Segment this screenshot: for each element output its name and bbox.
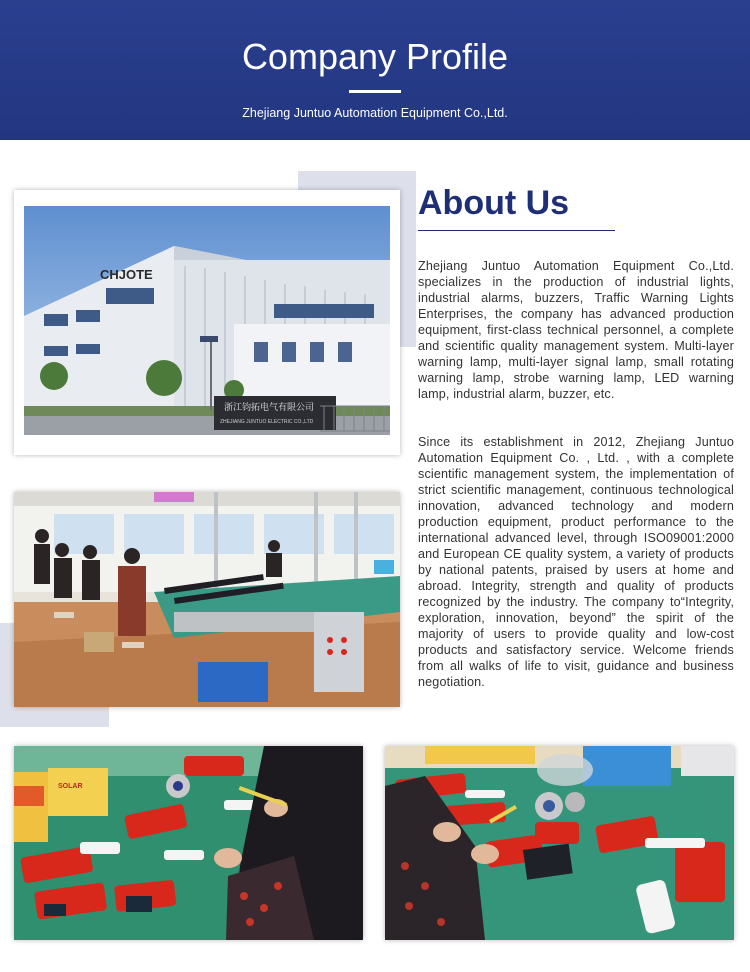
factory-building-photo [14,190,400,455]
about-paragraph-history: Since its establishment in 2012, Zhejiang Juntuo Automation Equipment Co. , Ltd. , with a complete scientific management system, the implementation of strict scientific management, continuous technological innovation, advanced technology and modern production equipment, product performance to the international advanced level, through ISO09001:2000 and European CE quality system, a variety of products by national patents, praised by users at home and abroad. Integrity, strength and quality of products recognized by the industry. The company to“Integrity, exploration, innovation, beyond” the spirit of the majority of users to provide quality and low-cost products and satisfactory service. Welcome friends from all walks of life to visit, guidance and business negotiation. [418,435,734,689]
about-us-underline [418,230,615,231]
packaging-label: SOLAR [58,783,83,790]
assembly-left-image [14,746,363,940]
assembly-photo-left [14,746,363,940]
assembly-photo-right [385,746,734,940]
building-logo: CHJOTE [100,267,153,282]
building-sign-english: ZHEJIANG JUNTUO ELECTRIC CO.,LTD [220,419,314,425]
workshop-image [14,492,400,707]
building-sign-chinese: 浙江钧拓电气有限公司 [224,403,315,413]
company-subtitle: Zhejiang Juntuo Automation Equipment Co.,Ltd. [242,106,508,120]
factory-building-image [24,206,390,435]
header-banner [0,0,750,140]
title-underline [349,90,401,93]
about-paragraph-intro: Zhejiang Juntuo Automation Equipment Co.,Ltd. specializes in the production of industrial lights, industrial alarms, buzzers, Traffic Warning Lights Enterprises, the company has advanced production equipment, first-class technical personnel, a complete and scientific quality management system. Multi-layer warning lamp, multi-layer signal lamp, small rotating warning lamp, strobe warning lamp, LED warning lamp, industrial alarm, buzzer, etc. [418,259,734,401]
about-us-heading: About Us [418,184,570,222]
page-title: Company Profile [241,36,509,77]
workshop-photo [14,492,400,707]
assembly-right-image [385,746,734,940]
